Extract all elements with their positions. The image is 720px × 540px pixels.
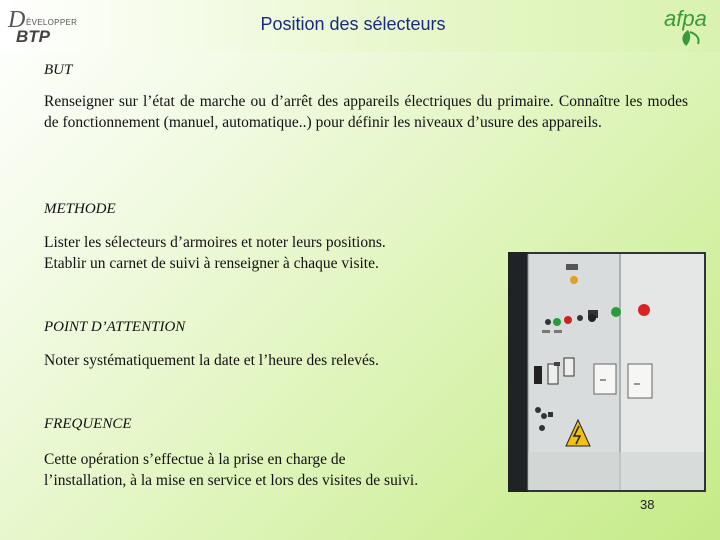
logo-left-small: ÉVELOPPER [26, 18, 78, 27]
section-text-attention: Noter systématiquement la date et l’heure des relevés. [44, 352, 379, 369]
logo-left-initial: D [8, 7, 26, 33]
section-heading-attention: POINT D’ATTENTION [44, 319, 186, 335]
afpa-logo [660, 4, 716, 50]
section-heading-methode: METHODE [44, 201, 116, 217]
page-title: Position des sélecteurs [260, 14, 446, 34]
section-heading-frequence: FREQUENCE [44, 416, 132, 432]
electrical-cabinet-photo [508, 252, 706, 492]
section-text-frequence-line-1: Cette opération s’effectue à la prise en charge de [44, 451, 346, 468]
page-number: 38 [640, 497, 655, 512]
afpa-logo-text: afpa [664, 6, 707, 31]
section-text-methode-line-1: Lister les sélecteurs d’armoires et noter leurs positions. [44, 234, 386, 251]
section-text-frequence-line-2: l’installation, à la mise en service et lors des visites de suivi. [44, 472, 419, 489]
logo-left-word: BTP [16, 27, 50, 46]
section-heading-but: BUT [44, 62, 73, 78]
section-text-but: Renseigner sur l’état de marche ou d’arrêt des appareils électriques du primaire. Connaître les modes de fonctionnement (manuel, automatique..) pour définir les niveaux d’usure des appareils. [44, 93, 688, 131]
section-text-methode-line-2: Etablir un carnet de suivi à renseigner à chaque visite. [44, 255, 379, 272]
